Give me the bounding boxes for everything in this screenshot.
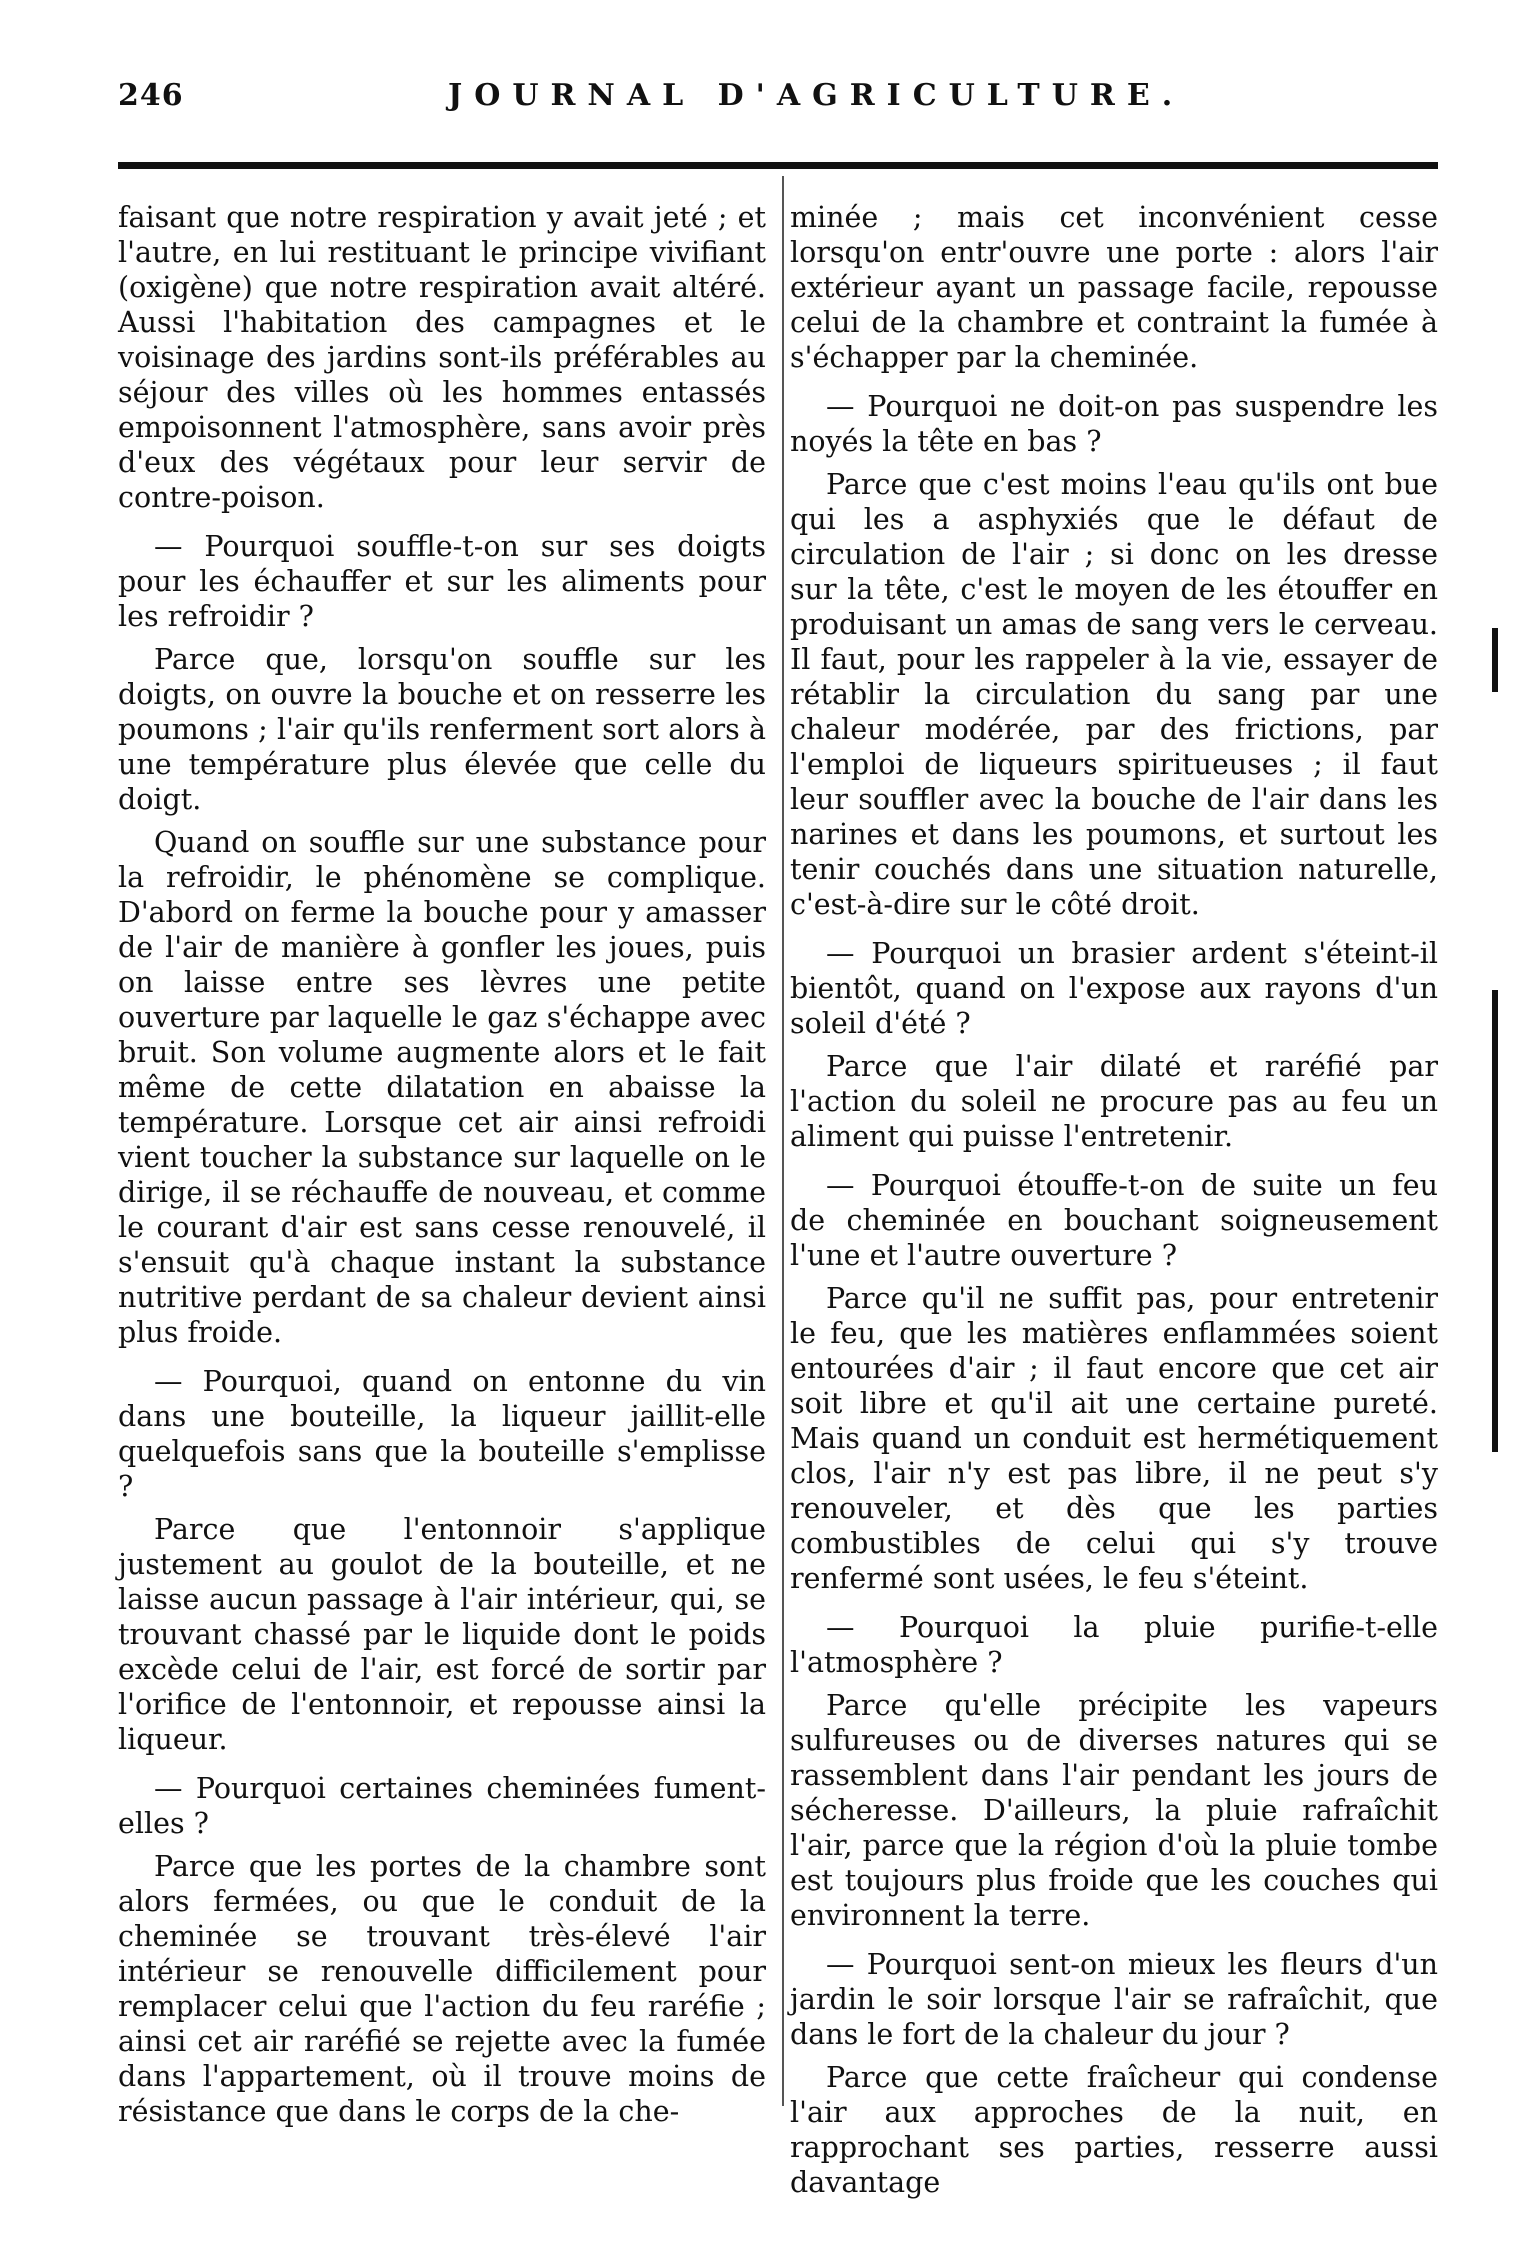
question-paragraph: — Pourquoi, quand on entonne du vin dans une bouteille, la liqueur jaillit-elle quelquefois sans que la bouteille s'emplisse ? (118, 1365, 766, 1503)
question-paragraph: — Pourquoi certaines cheminées fument-elles ? (118, 1772, 766, 1840)
answer-paragraph: Quand on souffle sur une substance pour la refroidir, le phénomène se complique. D'abord on ferme la bouche pour y amasser de l'air de manière à gonfler les joues, puis on laisse entre ses lèvres une petite ouverture par laquelle le gaz s'échappe avec bruit. Son volume augmente alors et le fait même de cette dilatation en abaisse la température. Lorsque cet air ainsi refroidi vient toucher la substance sur laquelle on le dirige, il se réchauffe de nouveau, et comme le courant d'air est sans cesse renouvelé, il s'ensuit qu'à chaque instant la substance nutritive perdant de sa chaleur devient ainsi plus froide. (118, 826, 766, 1349)
running-title: JOURNAL D'AGRICULTURE. (448, 78, 1185, 113)
answer-paragraph: Parce que c'est moins l'eau qu'ils ont bue qui les a asphyxiés que le défaut de circulation de l'air ; si donc on les dresse sur la tête, c'est le moyen de les étouffer en produisant un amas de sang vers le cerveau. Il faut, pour les rappeler à la vie, essayer de rétablir la circulation du sang par une chaleur modérée, par des frictions, par l'emploi de liqueurs spiritueuses ; il faut leur souffler avec la bouche de l'air dans les narines et dans les poumons, et surtout les tenir couchés dans une situation naturelle, c'est-à-dire sur le côté droit. (790, 468, 1438, 921)
continued-paragraph: faisant que notre respiration y avait jeté ; et l'autre, en lui restituant le principe vivifiant (oxigène) que notre respiration avait altéré. Aussi l'habitation des campagnes et le voisinage des jardins sont-ils préférables au séjour des villes où les hommes entassés empoisonnent l'atmosphère, sans avoir près d'eux des végétaux pour leur servir de contre-poison. (118, 201, 766, 514)
question-paragraph: — Pourquoi la pluie purifie-t-elle l'atmosphère ? (790, 1611, 1438, 1679)
answer-paragraph: Parce que l'air dilaté et raréfié par l'action du soleil ne procure pas au feu un aliment qui puisse l'entretenir. (790, 1050, 1438, 1153)
question-paragraph: — Pourquoi étouffe-t-on de suite un feu de cheminée en bouchant soigneusement l'une et l'autre ouverture ? (790, 1169, 1438, 1272)
answer-paragraph: Parce que les portes de la chambre sont alors fermées, ou que le conduit de la cheminée se trouvant très-élevé l'air intérieur se renouvelle difficilement pour remplacer celui que l'action du feu raréfie ; ainsi cet air raréfié se rejette avec la fumée dans l'appartement, où il trouve moins de résistance que dans le corps de la che- (118, 1850, 766, 2128)
header-rule (118, 162, 1438, 169)
continued-paragraph: minée ; mais cet inconvénient cesse lorsqu'on entr'ouvre une porte : alors l'air extérieur ayant un passage facile, repousse celui de la chambre et contraint la fumée à s'échapper par la cheminée. (790, 201, 1438, 374)
left-column (118, 200, 766, 2137)
page-header (118, 78, 1438, 128)
margin-mark (1492, 628, 1498, 692)
answer-paragraph: Parce que cette fraîcheur qui condense l'air aux approches de la nuit, en rapprochant ses parties, resserre aussi davantage (790, 2061, 1438, 2199)
answer-paragraph: Parce que, lorsqu'on souffle sur les doigts, on ouvre la bouche et on resserre les poumons ; l'air qu'ils renferment sort alors à une température plus élevée que celle du doigt. (118, 643, 766, 816)
answer-paragraph: Parce qu'elle précipite les vapeurs sulfureuses ou de diverses natures qui se rassemblent dans l'air pendant les jours de sécheresse. D'ailleurs, la pluie rafraîchit l'air, parce que la région d'où la pluie tombe est toujours plus froide que les couches qui environnent la terre. (790, 1689, 1438, 1932)
question-paragraph: — Pourquoi sent-on mieux les fleurs d'un jardin le soir lorsque l'air se rafraîchit, que dans le fort de la chaleur du jour ? (790, 1948, 1438, 2051)
right-column (790, 200, 1438, 2208)
answer-paragraph: Parce qu'il ne suffit pas, pour entretenir le feu, que les matières enflammées soient entourées d'air ; il faut encore que cet air soit libre et qu'il ait une certaine pureté. Mais quand un conduit est hermétiquement clos, l'air n'y est pas libre, il ne peut s'y renouveler, et dès que les parties combustibles de celui qui s'y trouve renfermé sont usées, le feu s'éteint. (790, 1282, 1438, 1595)
answer-paragraph: Parce que l'entonnoir s'applique justement au goulot de la bouteille, et ne laisse aucun passage à l'air intérieur, qui, se trouvant chassé par le liquide dont le poids excède celui de l'air, est forcé de sortir par l'orifice de l'entonnoir, et repousse ainsi la liqueur. (118, 1513, 766, 1756)
margin-mark (1492, 990, 1498, 1452)
question-paragraph: — Pourquoi souffle-t-on sur ses doigts pour les échauffer et sur les aliments pour les refroidir ? (118, 530, 766, 633)
column-divider (782, 176, 784, 2106)
question-paragraph: — Pourquoi un brasier ardent s'éteint-il bientôt, quand on l'expose aux rayons d'un soleil d'été ? (790, 937, 1438, 1040)
question-paragraph: — Pourquoi ne doit-on pas suspendre les noyés la tête en bas ? (790, 390, 1438, 458)
page-number: 246 (118, 78, 184, 113)
